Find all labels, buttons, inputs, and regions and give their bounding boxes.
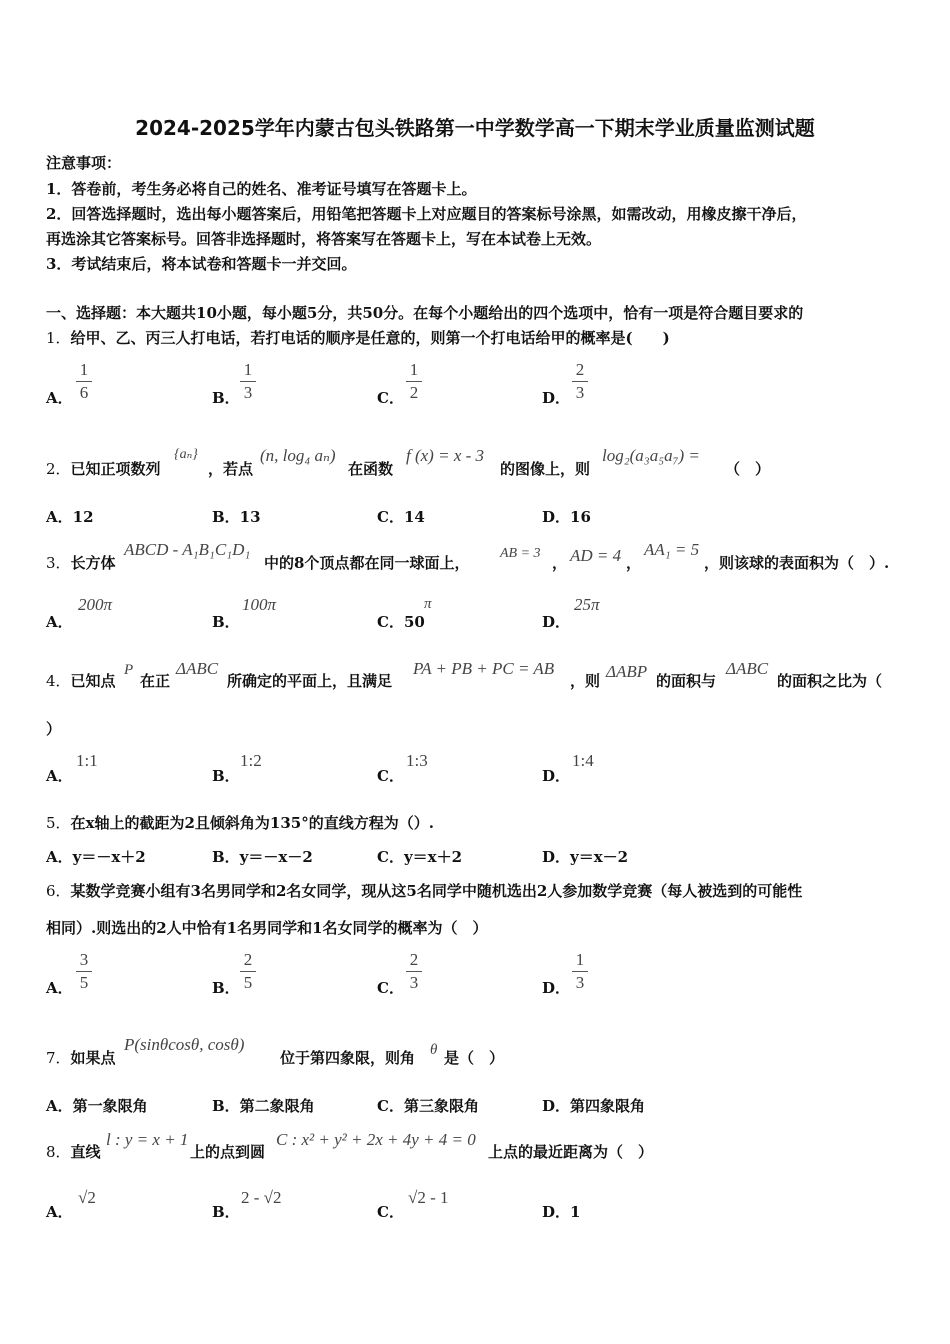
question-text: 的面积与 xyxy=(656,672,717,690)
math-expr: P xyxy=(124,662,134,678)
question-text: 的面积之比为（ xyxy=(777,672,883,690)
option-d[interactable]: D．1 xyxy=(542,1203,581,1221)
fraction: 1 3 xyxy=(572,950,588,993)
notice-heading: 注意事项： xyxy=(46,154,122,172)
option-value: √2 - 1 xyxy=(408,1188,449,1207)
math-expr: l : y = x + 1 xyxy=(106,1130,189,1149)
fraction: 1 6 xyxy=(76,360,92,403)
question-4: 4．已知点 xyxy=(46,672,116,690)
option-a[interactable]: A．12 xyxy=(46,508,94,526)
fraction: 1 2 xyxy=(406,360,422,403)
question-text: 上点的最近距离为（ ） xyxy=(488,1143,654,1161)
option-value: π xyxy=(424,596,432,612)
page-title: 2024-2025学年内蒙古包头铁路第一中学数学高一下期末学业质量监测试题 xyxy=(135,116,815,140)
question-text: 在函数 xyxy=(348,460,394,478)
math-expr: AD = 4 xyxy=(570,546,622,565)
question-text: 上的点到圆 xyxy=(190,1143,266,1161)
fraction: 2 5 xyxy=(240,950,256,993)
option-b[interactable]: B．y＝－x－2 xyxy=(212,848,313,866)
fraction: 2 3 xyxy=(406,950,422,993)
option-c[interactable]: C．y＝x＋2 xyxy=(377,848,463,866)
option-value: 2 - √2 xyxy=(241,1188,282,1207)
option-d[interactable]: D． xyxy=(542,767,571,785)
math-expr: AB = 3 xyxy=(500,546,541,561)
question-text: 位于第四象限，则角 xyxy=(280,1049,416,1067)
option-a[interactable]: A．y＝－x＋2 xyxy=(46,848,146,866)
option-a[interactable]: A． xyxy=(46,979,73,997)
option-value: 1:4 xyxy=(572,751,594,770)
question-text: ，若点 xyxy=(208,460,254,478)
option-b[interactable]: B． xyxy=(212,1203,240,1221)
option-value: 1:3 xyxy=(406,751,428,770)
question-text: 在正 xyxy=(140,672,171,690)
option-d[interactable]: D． xyxy=(542,389,571,407)
notice-item: 3．考试结束后，将本试卷和答题卡一并交回。 xyxy=(46,255,357,273)
section-heading: 一、选择题：本大题共10小题，每小题5分，共50分。在每个小题给出的四个选项中，恰有一项是符合题目要求的 xyxy=(46,304,804,322)
question-7: 7．如果点 xyxy=(46,1049,116,1067)
option-d[interactable]: D． xyxy=(542,979,571,997)
option-value: 200π xyxy=(78,595,113,614)
option-value: 100π xyxy=(242,595,277,614)
option-a[interactable]: A． xyxy=(46,1203,73,1221)
question-text: 所确定的平面上，且满足 xyxy=(227,672,393,690)
notice-item: 1．答卷前，考生务必将自己的姓名、准考证号填写在答题卡上。 xyxy=(46,180,477,198)
option-b[interactable]: B． xyxy=(212,613,240,631)
notice-item: 再选涂其它答案标号。回答非选择题时，将答案写在答题卡上，写在本试卷上无效。 xyxy=(46,230,602,248)
question-text: 是（ ） xyxy=(444,1049,505,1067)
fraction: 2 3 xyxy=(572,360,588,403)
option-d[interactable]: D．16 xyxy=(542,508,591,526)
option-c[interactable]: C．第三象限角 xyxy=(377,1097,479,1115)
question-text: ， xyxy=(552,554,568,572)
option-a[interactable]: A．第一象限角 xyxy=(46,1097,148,1115)
math-expr: PA + PB + PC = AB xyxy=(413,659,555,678)
option-a[interactable]: A． xyxy=(46,613,73,631)
math-expr: ΔABC xyxy=(726,659,769,678)
math-expr: AA₁ = 5 xyxy=(644,540,700,559)
question-5: 5．在x轴上的截距为2且倾斜角为135°的直线方程为（）. xyxy=(46,814,434,832)
question-1 xyxy=(46,327,670,348)
option-a[interactable]: A． xyxy=(46,389,73,407)
fraction: 1 3 xyxy=(240,360,256,403)
question-2: 2．已知正项数列 xyxy=(46,460,161,478)
option-c[interactable]: C． xyxy=(377,767,404,785)
question-text: ） xyxy=(46,720,62,738)
option-c[interactable]: C．50 xyxy=(377,613,425,631)
question-number: 1． xyxy=(46,329,71,347)
question-text: 中的8个顶点都在同一球面上， xyxy=(264,554,470,572)
option-b[interactable]: B． xyxy=(212,979,240,997)
option-c[interactable]: C．14 xyxy=(377,508,425,526)
option-a[interactable]: A． xyxy=(46,767,73,785)
option-b[interactable]: B． xyxy=(212,767,240,785)
math-expr: ΔABP xyxy=(606,662,648,681)
option-d[interactable]: D．y＝x－2 xyxy=(542,848,629,866)
option-d[interactable]: D． xyxy=(542,613,571,631)
math-expr: θ xyxy=(430,1042,438,1058)
question-6: 6．某数学竞赛小组有3名男同学和2名女同学，现从这5名同学中随机选出2人参加数学竞赛（每人被选到的可能性 xyxy=(46,882,803,900)
option-d[interactable]: D．第四象限角 xyxy=(542,1097,646,1115)
notice-item: 2．回答选择题时，选出每小题答案后，用铅笔把答题卡上对应题目的答案标号涂黑，如需改动，用橡皮擦干净后， xyxy=(46,205,807,223)
fraction: 3 5 xyxy=(76,950,92,993)
option-c[interactable]: C． xyxy=(377,389,404,407)
math-expr: {aₙ} xyxy=(174,447,198,462)
question-text: 相同）.则选出的2人中恰有1名男同学和1名女同学的概率为（ ） xyxy=(46,919,488,937)
option-b[interactable]: B．第二象限角 xyxy=(212,1097,315,1115)
option-c[interactable]: C． xyxy=(377,979,404,997)
question-text: 的图像上，则 xyxy=(500,460,591,478)
question-text: ，则 xyxy=(570,672,601,690)
question-8: 8．直线 xyxy=(46,1143,101,1161)
question-text: ，则该球的表面积为（ ）. xyxy=(704,554,890,572)
math-expr: (n, log₄ aₙ) xyxy=(260,446,336,465)
math-expr: ΔABC xyxy=(176,659,219,678)
option-b[interactable]: B． xyxy=(212,389,240,407)
question-text: （ ） xyxy=(725,460,771,478)
option-c[interactable]: C． xyxy=(377,1203,404,1221)
question-text: ， xyxy=(626,554,642,572)
option-value: 25π xyxy=(574,595,600,614)
option-value: √2 xyxy=(78,1188,96,1207)
math-expr: ABCD - A₁B₁C₁D₁ xyxy=(124,540,251,559)
math-expr: C : x² + y² + 2x + 4y + 4 = 0 xyxy=(276,1130,476,1149)
option-value: 1:1 xyxy=(76,751,98,770)
question-text: 给甲、乙、丙三人打电话，若打电话的顺序是任意的，则第一个打电话给甲的概率是( ) xyxy=(70,329,670,347)
math-expr: log₂(a₃a₅a₇) = xyxy=(602,446,700,465)
math-expr: f (x) = x - 3 xyxy=(406,446,485,465)
question-3: 3．长方体 xyxy=(46,554,116,572)
option-value: 1:2 xyxy=(240,751,262,770)
math-expr: P(sinθcosθ, cosθ) xyxy=(124,1035,245,1054)
option-b[interactable]: B．13 xyxy=(212,508,261,526)
